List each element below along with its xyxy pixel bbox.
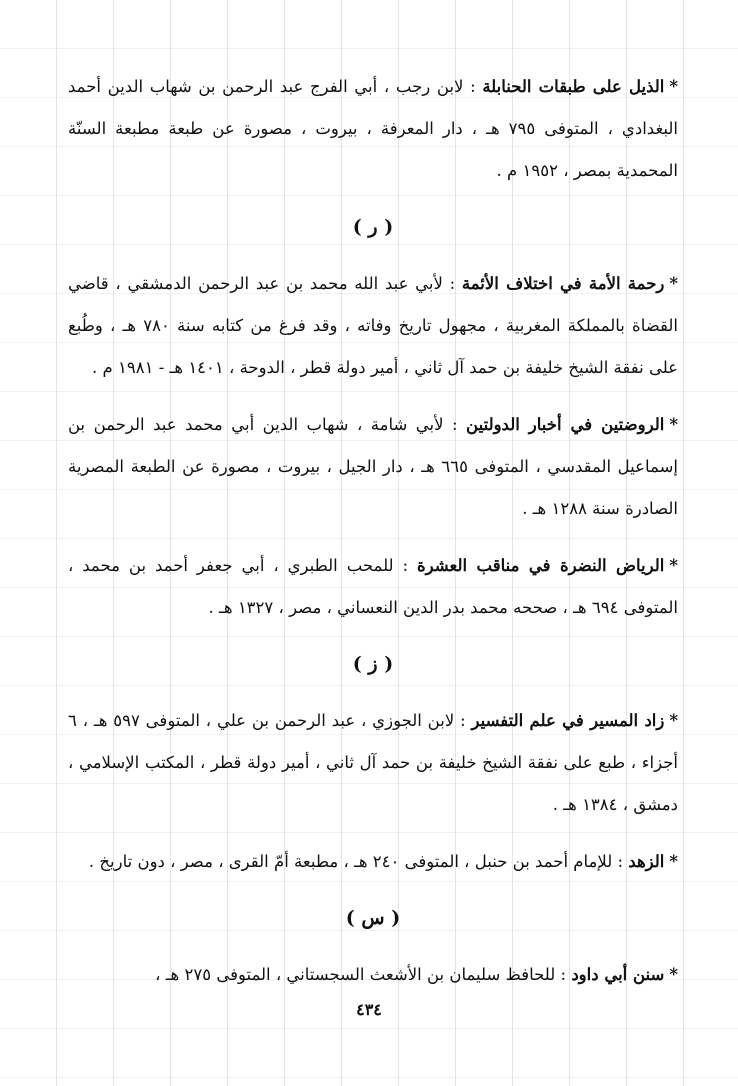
- bibliography-content: [68, 66, 678, 1011]
- entry-details: : لأبي عبد الله محمد بن عبد الرحمن الدمشقي ، قاضي القضاة بالمملكة المغربية ، مجهول تاريخ وفاته ، وقد فرغ من كتابه سنة ٧٨٠ هـ ، وطُبع على نفقة الشيخ خليفة بن حمد آل ثاني ، أمير دولة قطر ، الدوحة ، ١٤٠١ هـ - ١٩٨١ م .: [68, 274, 678, 377]
- entry-details: : لأبي شامة ، شهاب الدين أبي محمد عبد الرحمن بن إسماعيل المقدسي ، المتوفى ٦٦٥ هـ ، دار الجيل ، بيروت ، مصورة عن الطبعة المصرية الصادرة سنة ١٢٨٨ هـ .: [68, 415, 678, 518]
- bullet-star-icon: *: [669, 77, 679, 96]
- entry-title: الرياض النضرة في مناقب العشرة: [417, 556, 665, 575]
- bibliography-entry: [68, 66, 678, 192]
- entry-title: سنن أبي داود: [571, 965, 665, 984]
- bullet-star-icon: *: [669, 415, 678, 434]
- entry-title: زاد المسير في علم التفسير: [471, 711, 665, 730]
- bibliography-entry: [68, 700, 678, 826]
- entry-title: الزهد: [628, 852, 665, 871]
- bullet-star-icon: *: [669, 556, 678, 575]
- bullet-star-icon: *: [669, 274, 678, 293]
- bullet-star-icon: *: [669, 965, 678, 984]
- entry-details: : للإمام أحمد بن حنبل ، المتوفى ٢٤٠ هـ ، مطبعة أمّ القرى ، مصر ، دون تاريخ .: [88, 852, 629, 871]
- bullet-star-icon: *: [669, 852, 678, 871]
- entry-details: : لابن رجب ، أبي الفرج عبد الرحمن بن شهاب الدين أحمد البغدادي ، المتوفى ٧٩٥ هـ ، دار المعرفة ، بيروت ، مصورة عن طبعة مطبعة السنّة المحمدية بمصر ، ١٩٥٢ م .: [68, 77, 678, 180]
- bullet-star-icon: *: [669, 711, 678, 730]
- entry-title: رحمة الأمة في اختلاف الأئمة: [461, 274, 665, 293]
- letter-heading: ( ر ): [352, 216, 394, 238]
- letter-heading: ( ز ): [352, 653, 394, 675]
- entry-title: الروضتين في أخبار الدولتين: [466, 415, 665, 434]
- bibliography-entry: [68, 841, 678, 883]
- entry-details: : لابن الجوزي ، عبد الرحمن بن علي ، المتوفى ٥٩٧ هـ ، ٦ أجزاء ، طبع على نفقة الشيخ خليفة بن حمد آل ثاني ، أمير دولة قطر ، المكتب الإسلامي ، دمشق ، ١٣٨٤ هـ .: [68, 711, 678, 814]
- bibliography-entry: [68, 545, 678, 629]
- bibliography-entry: [68, 404, 678, 530]
- entry-details: : للحافظ سليمان بن الأشعث السجستاني ، المتوفى ٢٧٥ هـ ،: [155, 965, 572, 984]
- entry-title: الذيل على طبقات الحنابلة: [482, 77, 665, 96]
- letter-heading: ( س ): [345, 907, 401, 929]
- entry-details: : للمحب الطبري ، أبي جعفر أحمد بن محمد ، المتوفى ٦٩٤ هـ ، صححه محمد بدر الدين النعساني ، مصر ، ١٣٢٧ هـ .: [68, 556, 678, 617]
- bibliography-entry: [68, 954, 678, 996]
- page-number: ٤٣٤: [356, 1000, 382, 1019]
- bibliography-entry: [68, 263, 678, 389]
